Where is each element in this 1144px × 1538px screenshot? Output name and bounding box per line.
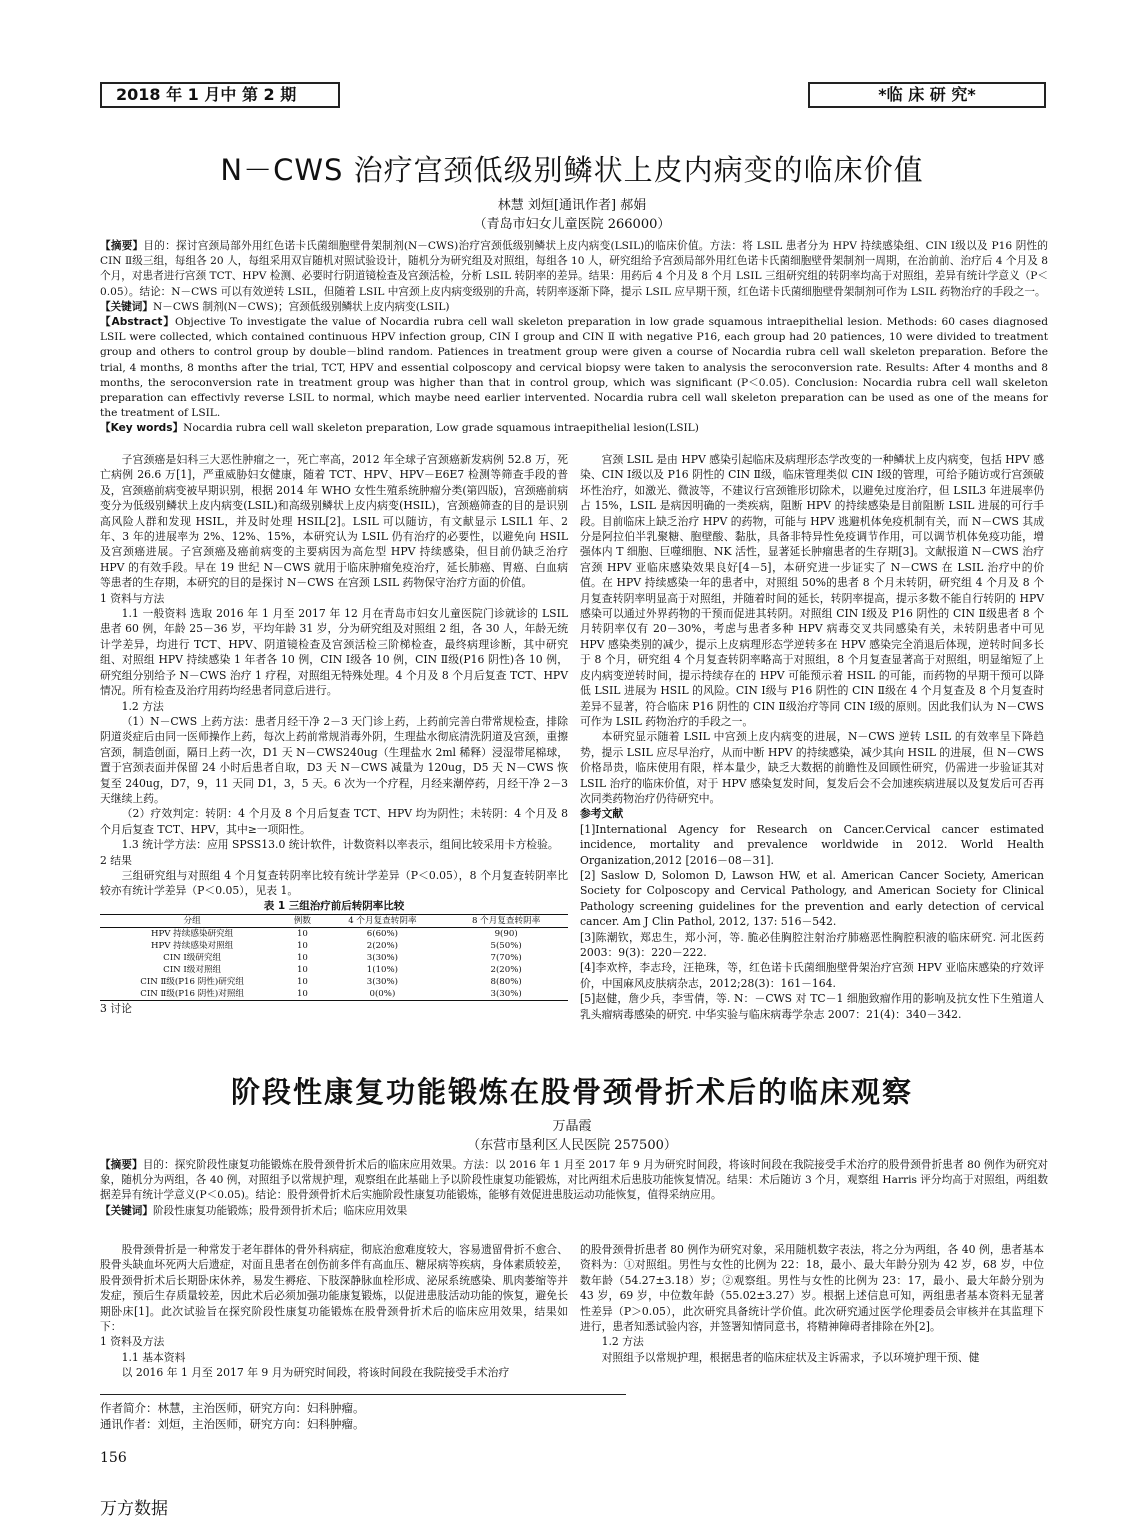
article2-intro: 股骨颈骨折是一种常发于老年群体的骨外科病症，彻底治愈难度较大，容易遗留骨折不愈合、股骨头缺血坏死两大后遗症，对面且患者在创伤前多伴有高血压、糖尿病等疾病，身体素质较差，股骨颈骨折术后长期卧床休养，易发生褥疮、下肢深静脉血栓形成、泌尿系统感染、肌肉萎缩等并发症，预后生存质量较差，因此术后必须加强功能康复锻炼，以促进患肢活动功能的恢复，避免长期卧床[1]。此次试验旨在探究阶段性康复功能锻炼在股骨颈骨折术后的临床应用效果，结果如下： [100, 1243, 568, 1334]
table-cell: 2(20%) [490, 964, 522, 975]
article1-abstract [100, 239, 1048, 437]
issue-box [100, 82, 340, 108]
article1-left-column [100, 452, 568, 1016]
table-cell: 10 [296, 952, 308, 963]
article2-paragraph: 以 2016 年 1 月至 2017 年 9 月为研究时间段，将该时间段在我院接受手术治疗 [121, 1366, 510, 1380]
paragraph-2: 三组研究组与对照组 4 个月复查转阴率比较有统计学差异（P＜0.05），8 个月复查转阴率比较亦有统计学差异（P＜0.05），见表 1。 [100, 868, 568, 898]
table-cell: 1(10%) [366, 964, 399, 975]
keywords-en-label: 【Key words】 [100, 422, 184, 435]
table-title: 表 1 三组治疗前后转阴率比较 [263, 899, 405, 912]
table-cell: 7(70%) [490, 952, 522, 963]
table-cell: 10 [296, 928, 308, 939]
footnote-divider [100, 1394, 626, 1395]
references-heading: 参考文献 [580, 807, 624, 821]
article2-heading-1-2: 1.2 方法 [601, 1335, 644, 1349]
discussion-paragraph: 宫颈 LSIL 是由 HPV 感染引起临床及病理形态学改变的一种鳞状上皮内病变，包括 HPV 感染、CIN Ⅰ级以及 P16 阴性的 CIN Ⅱ级，临床管理类似 CIN Ⅰ级的管理，可给予随访或行宫颈破坏性治疗，如激光、微波等，不建议行宫颈锥形切除术，以避免过度治疗，但 LSIL3 年进展率仍占 15%，LSIL 是病因明确的一类疾病，阻断 HPV 的持续感染是目前阻断 LSIL 进展的可行手段。目前临床上缺乏治疗 HPV 的药物，可能与 HPV 逃避机体免疫机制有关，而 N－CWS 其成分是阿拉伯半乳聚糖、胞壁酸、黏肽，具备非特异性免疫调节作用，可以调节机体免疫功能，增强体内 T 细胞、巨噬细胞、NK 活性，显著延长肿瘤患者的生存期[3]。文献报道 N－CWS 治疗宫颈 HPV 亚临床感染效果良好[4－5]，本研究进一步证实了 N－CWS 在 LSIL 治疗中的价值。在 HPV 持续感染一年的患者中，对照组 50%的患者 8 个月未转阴，研究组 4 个月及 8 个月复查转阴率明显高于对照组，并随着时间的延长，转阴率提高，提示多数不能自行转阴的 HPV 感染可以通过外界药物的干预而促进其转阴。对照组 CIN Ⅰ级及 P16 阴性的 CIN Ⅱ级患者 8 个月转阴率仅有 20－30%，考虑与患者多种 HPV 病毒交叉共同感染有关，未转阴患者中可见 HPV 感染类别的减少，提示上皮病理形态学逆转多在 HPV 感染完全消退后体现，逆转时间多长于 8 个月，研究组 4 个月复查转阴率略高于对照组，8 个月复查显著高于对照组，明显缩短了上皮内病变逆转时间，提示持续存在的 HPV 可能预示着 HSIL 的可能，而药物的早期干预可以降低 LSIL 进展为 HSIL 的风险。CIN Ⅰ级与 P16 阴性的 CIN Ⅱ级在 4 个月复查及 8 个月复查时差异不显著，符合临床 P16 阴性的 CIN Ⅱ级治疗等同 CIN Ⅰ级的原则。因此我们认为 N－CWS 可作为 LSIL 药物治疗的手段之一。 [580, 453, 1044, 728]
table-cell: 6(60%) [366, 928, 399, 939]
article2-affiliation: （东营市垦利区人民医院 257500） [467, 1138, 677, 1153]
table-cell: 10 [296, 964, 308, 975]
article2-abstract [100, 1158, 1048, 1219]
article1-title: N－CWS 治疗宫颈低级别鳞状上皮内病变的临床价值 [220, 153, 924, 187]
table-cell: CIN Ⅱ级(P16 阴性)研究组 [140, 976, 245, 987]
watermark: 万方数据 [100, 1499, 168, 1519]
article2-paragraph: 对照组予以常规护理，根据患者的临床症状及主诉需求，予以环境护理干预、健 [601, 1350, 980, 1364]
intro-paragraph: 子宫颈癌是妇科三大恶性肿瘤之一，死亡率高，2012 年全球子宫颈癌新发病例 52.8 万，死亡病例 26.6 万[1]，严重威胁妇女健康，随着 TCT、HPV、HPV－E6E7 检测等筛查手段的普及，宫颈癌前病变被早期识别，根据 2014 年 WHO 女性生殖系统肿瘤分类(第四版)，宫颈癌前病变分为低级别鳞状上皮内病变(LSIL)和高级别鳞状上皮内病变(HSIL)，宫颈癌筛查的目的是识别高风险人群和发现 HSIL，并及时处理 HSIL[2]。LSIL 可以随访，有文献显示 LSIL1 年、2 年、3 年的进展率为 2%、12%、15%，本研究认为 LSIL 仍有治疗的必要性，以避免向 HSIL 及宫颈癌进展。子宫颈癌及癌前病变的主要病因为高危型 HPV 持续感染，但目前仍缺乏治疗 HPV 的有效手段。早在 19 世纪 N－CWS 就用于临床肿瘤免疫治疗，延长肺癌、胃癌、白血病等患者的生存期，本研究的目的是探讨 N－CWS 在宫颈 LSIL 药物保守治疗方面的价值。 [100, 453, 568, 590]
table-cell: 3(30%) [366, 952, 399, 963]
table-cell: 3(30%) [444, 988, 568, 1001]
article2-title: 阶段性康复功能锻炼在股骨颈骨折术后的临床观察 [230, 1075, 913, 1109]
table-cell: CIN Ⅰ级对照组 [163, 964, 222, 975]
table-cell: 10 [296, 976, 308, 987]
article2-left-column [100, 1242, 568, 1381]
article2-heading-1: 1 资料及方法 [100, 1335, 165, 1349]
table-cell: 8(80%) [490, 976, 522, 987]
table-cell: 0(0%) [321, 988, 445, 1001]
keywords-label: 【关键词】 [100, 1204, 153, 1217]
table-row [100, 940, 568, 952]
article1-right-column [580, 452, 1044, 1022]
article2-heading-1-1: 1.1 基本资料 [121, 1350, 186, 1364]
table-cell: 3(30%) [366, 976, 399, 987]
table-cell: HPV 持续感染对照组 [150, 940, 234, 951]
article2-paragraph: 的股骨颈骨折患者 80 例作为研究对象，采用随机数字表法，将之分为两组，各 40 例，患者基本资料为：①对照组。男性与女性的比例为 22：18，最小、最大年龄分别为 42 岁，68 岁，中位数年龄（54.27±3.18）岁；②观察组。男性与女性的比例为 23：17，最小、最大年龄分别为 43 岁，69 岁，中位数年龄（55.02±3.27）岁。根据上述信息可知，两组患者基本资料无显著性差异（P＞0.05），此次研究具备统计学价值。此次研究通过医学伦理委员会审核并在其监理下进行，患者知悉试验内容，并签署知情同意书，将精神障碍者排除在外[2]。 [580, 1243, 1044, 1334]
abstract-en-label: 【Abstract】 [100, 316, 175, 329]
table-cell: 5(50%) [490, 940, 522, 951]
page-number: 156 [100, 1450, 127, 1466]
abstract-en-text: Objective To investigate the value of Nocardia rubra cell wall skeleton preparation in low grade squamous intraepithelial lesion. Methods: 60 cases diagnosed LSIL were collected, which contained continuous HPV infection group, CIN Ⅰ group and CIN Ⅱ with negative P16, each group had 20 patiences, 10 were divided to treatment group and others to control group by double－blind random. Patiences in treatment group were given a course of Nocardia rubra cell wall skeleton preparation. Before the trial, 4 months, 8 months after the trial, TCT, HPV and essential colposcopy and cervical biopsy were taken to analysis the seroconversion rate. Results: After 4 months and 8 months, the seroconversion rate in treatment group was higher than that in control group, which was significant (P＜0.05). Conclusion: Nocardia rubra cell wall skeleton preparation can effectivly reverse LSIL to normal, which maybe need earlier intervented. Nocardia rubra cell wall skeleton preparation can be used as one of the means for the treatment of LSIL. [100, 316, 1048, 420]
author-intro: 作者简介：林慧，主治医师，研究方向：妇科肿瘤。 [100, 1401, 365, 1415]
table-row [100, 952, 568, 964]
table-header-cell: 8 个月复查转阴率 [444, 914, 568, 927]
article1-authors: 林慧 刘烜[通讯作者] 郝娟 [497, 198, 647, 213]
article1-affiliation: （青岛市妇女儿童医院 266000） [473, 217, 671, 232]
table-row [100, 988, 568, 1001]
table-cell: 9(90) [494, 928, 518, 939]
keywords-en-text: Nocardia rubra cell wall skeleton preparation, Low grade squamous intraepithelial lesion(LSIL) [183, 422, 699, 435]
article2-right-column [580, 1242, 1044, 1365]
reference-item: [4]李欢梓，李志玲，汪艳珠，等，红色诺卡氏菌细胞壁骨架治疗宫颈 HPV 亚临床感染的疗效评价，中国麻风皮肤病杂志，2012;28(3)：161－164. [580, 961, 1044, 990]
section-heading-1-2: 1.2 方法 [121, 699, 164, 713]
table-header-cell: 4 个月复查转阴率 [321, 914, 445, 927]
paragraph-1-2-1: （1）N－CWS 上药方法：患者月经干净 2－3 天门诊上药，上药前完善白带常规检查，排除阴道炎症后由同一医师操作上药，每次上药前常规消毒外阴，生理盐水彻底清洗阴道及宫颈，重擦宫颈，制造创面，隔日上药一次，D1 天 N－CWS240ug（生理盐水 2ml 稀释）浸湿带尾棉球，置于宫颈表面并保留 24 小时后患者自取，D3 天 N－CWS 减量为 120ug，D5 天 N－CWS 恢复至 240ug，D7，9，11 天同 D1，3，5 天。6 次为一个疗程，月经来潮停药，月经干净 2－3 天继续上药。 [100, 714, 568, 805]
table-cell: CIN Ⅱ级(P16 阴性)对照组 [100, 988, 284, 1001]
keywords-text: 阶段性康复功能锻炼；股骨颈骨折术后；临床应用效果 [152, 1204, 408, 1217]
section-heading-3: 3 讨论 [100, 1001, 132, 1015]
table-header-row [100, 914, 568, 927]
keywords-label: 【关键词】 [100, 300, 153, 313]
discussion-paragraph: 本研究显示随着 LSIL 中宫颈上皮内病变的进展，N－CWS 逆转 LSIL 的有效率呈下降趋势，提示 LSIL 应尽早治疗，从而中断 HPV 的持续感染，减少其向 HSIL 的进展，但 N－CWS 价格昂贵，临床使用有限，样本量少，缺乏大数据的前瞻性及回顾性研究，仍需进一步验证其对 LSIL 治疗的临床价值，对于 HPV 感染复发时间，复发后会不会加速疾病进展以及复发后可否再次同类药物治疗仍待研究中。 [580, 730, 1044, 805]
paragraph-1-3: 1.3 统计学方法：应用 SPSS13.0 统计软件，计数资料以率表示，组间比较采用卡方检验。 [121, 838, 559, 852]
reference-item: [2] Saslow D, Solomon D, Lawson HW, et al. American Cancer Society, American Society for Colposcopy and Cervical Pathology, and American Society for Clinical Pathology screening guidelines for the prevention and early detection of cervical cancer. Am J Clin Pathol, 2012, 137: 516－542. [580, 868, 1044, 929]
reference-item: [1]International Agency for Research on Cancer.Cervical cancer estimated incidence, mortality and prevalence worldwide in 2012. World Health Organization,2012 [2016－08－31]. [580, 822, 1044, 867]
table-row [100, 976, 568, 988]
table-row [100, 964, 568, 976]
abstract-text: 目的：探讨宫颈局部外用红色诺卡氏菌细胞壁骨架制剂(N－CWS)治疗宫颈低级别鳞状上皮内病变(LSIL)的临床价值。方法：将 LSIL 患者分为 HPV 持续感染组、CIN Ⅰ级以及 P16 阴性的 CIN Ⅱ级三组，每组各 20 人，每组采用双盲随机对照试验设计，随机分为研究组及对照组，每组各 10 人，研究组给予宫颈局部外用红色诺卡氏菌细胞壁骨架制剂一周期，在治前前、治疗后 4 个月及 8 个月，对患者进行宫颈 TCT、HPV 检测、必要时行阴道镜检查及宫颈活检，分析 LSIL 转阴率的差异。结果：用药后 4 个月及 8 个月 LSIL 三组研究组的转阴率均高于对照组，差异有统计学意义（P＜0.05）。结论：N－CWS 可以有效逆转 LSIL，但随着 LSIL 中宫颈上皮内病变级别的升高，转阴率逐渐下降，提示 LSIL 应早期干预，红色诺卡氏菌细胞壁骨架制剂可作为 LSIL 药物治疗的手段之一。 [100, 240, 1049, 298]
table-cell: 2(20%) [366, 940, 399, 951]
table-cell: CIN Ⅰ级研究组 [163, 952, 222, 963]
section-heading-2: 2 结果 [100, 853, 132, 867]
keywords-text: N－CWS 制剂(N－CWS)；宫颈低级别鳞状上皮内病变(LSIL) [152, 300, 450, 313]
abstract-label: 【摘要】 [100, 240, 144, 252]
paragraph-1-1: 1.1 一般资料 选取 2016 年 1 月至 2017 年 12 月在青岛市妇女儿童医院门诊就诊的 LSIL 患者 60 例，年龄 25－36 岁，平均年龄 31 岁，分为研究组及对照组 2 组，各 30 人，年龄无统计学差异，均进行 TCT、HPV、阴道镜检查及宫颈活检三阶梯检查，最终病理诊断，其中研究组、对照组 HPV 持续感染 1 年者各 10 例，CIN Ⅰ级各 10 例，CIN Ⅱ级(P16 阴性)各 10 例，研究组分别给予 N－CWS 治疗 1 疗程，对照组无特殊处理。4 个月及 8 个月后复查 TCT、HPV 情况。所有检查及治疗用药均经患者同意后进行。 [100, 607, 568, 698]
issue-label: 2018 年 1 月中 第 2 期 [116, 85, 297, 104]
table-row [100, 927, 568, 940]
table-header-cell: 分组 [100, 914, 284, 927]
reference-item: [3]陈潮钦，郑忠生，郑小河，等. 脆必佳胸腔注射治疗肺癌恶性胸腔积液的临床研究. 河北医药 2003：9(3)：220－222. [580, 930, 1044, 959]
section-label: *临 床 研 究* [878, 85, 976, 104]
section-heading-1: 1 资料与方法 [100, 591, 165, 605]
table-header-cell: 例数 [284, 914, 320, 927]
abstract-label: 【摘要】 [100, 1159, 143, 1171]
results-table [100, 914, 568, 1001]
section-box [808, 82, 1046, 108]
corresponding-intro: 通讯作者：刘烜，主治医师，研究方向：妇科肿瘤。 [100, 1417, 365, 1431]
abstract-text: 目的：探究阶段性康复功能锻炼在股骨颈骨折术后的临床应用效果。方法：以 2016 年 1 月至 2017 年 9 月为研究时间段，将该时间段在我院接受手术治疗的股骨颈骨折患者 80 例作为研究对象，随机分为两组，各 40 例，对照组予以常规护理，观察组在此基础上予以阶段性康复功能锻炼，对比两组术后患肢功能恢复情况。结果：术后随访 3 个月，观察组 Harris 评分均高于对照组，两组数据差异有统计学意义(P＜0.05)。结论：股骨颈骨折术后实施阶段性康复功能锻炼，能够有效促进患肢运动功能恢复，值得采纳应用。 [100, 1159, 1048, 1202]
paragraph-1-2-2: （2）疗效判定：转阴：4 个月及 8 个月后复查 TCT、HPV 均为阴性；未转阴：4 个月及 8 个月后复查 TCT、HPV，其中≥一项阳性。 [100, 807, 568, 836]
table-cell: HPV 持续感染研究组 [150, 928, 234, 939]
reference-item: [5]赵健，詹少兵，李雪倩，等. N：－CWS 对 TC－1 细胞致瘤作用的影响及抗女性下生殖道人乳头瘤病毒感染的研究. 中华实验与临床病毒学杂志 2007：21(4)：340－342. [580, 992, 1044, 1021]
table-cell: 10 [296, 940, 308, 951]
table-cell: 10 [284, 988, 320, 1001]
article2-author: 万晶霞 [552, 1119, 592, 1134]
